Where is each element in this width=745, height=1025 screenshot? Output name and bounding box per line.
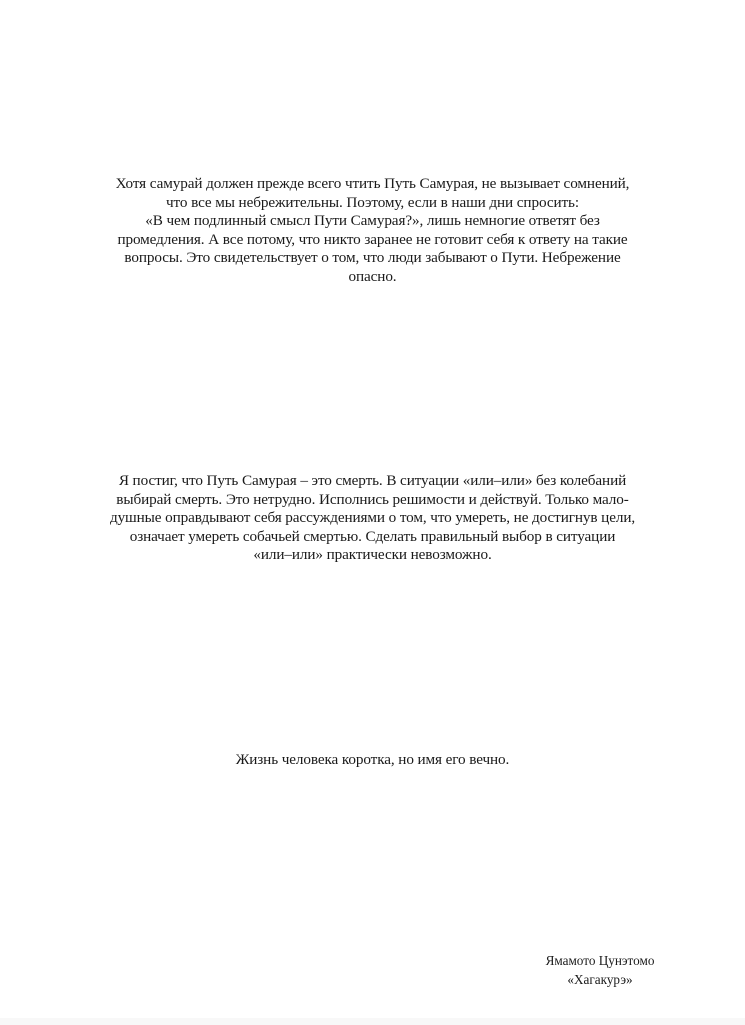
paragraph-line: выбирай смерть. Это нетрудно. Исполнись решимости и действуй. Только мало- bbox=[116, 490, 629, 508]
attribution bbox=[520, 952, 680, 989]
paragraph-line: «В чем подлинный смысл Пути Самурая?», лишь немногие ответят без bbox=[145, 212, 600, 230]
paragraph-line: означает умереть собачьей смертью. Сделать правильный выбор в ситуации bbox=[129, 527, 616, 545]
paragraph-line: душные оправдывают себя рассуждениями о том, что умереть, не достигнув цели, bbox=[109, 509, 636, 527]
paragraph-1 bbox=[100, 175, 645, 287]
paragraph-line: «или–или» практически невозможно. bbox=[253, 546, 492, 564]
paragraph-line: Я постиг, что Путь Самурая – это смерть. В ситуации «или–или» без колебаний bbox=[118, 472, 627, 489]
paragraph-line: Жизнь человека коротка, но имя его вечно. bbox=[235, 751, 510, 768]
paragraph-line: промедления. А все потому, что никто заранее не готовит себя к ответу на такие bbox=[117, 230, 628, 248]
paragraph-line: Хотя самурай должен прежде всего чтить Путь Самурая, не вызывает сомнений, bbox=[115, 175, 630, 192]
paragraph-line: опасно. bbox=[348, 267, 397, 285]
attribution-work: «Хагакурэ» bbox=[567, 971, 633, 987]
paragraph-3 bbox=[100, 751, 645, 770]
attribution-author: Ямамото Цунэтомо bbox=[545, 953, 655, 968]
page-bottom-edge bbox=[0, 1018, 745, 1025]
paragraph-2 bbox=[100, 472, 645, 565]
paragraph-line: что все мы небрежительны. Поэтому, если в наши дни спросить: bbox=[166, 193, 579, 211]
paragraph-line: вопросы. Это свидетельствует о том, что люди забывают о Пути. Небрежение bbox=[124, 249, 621, 267]
